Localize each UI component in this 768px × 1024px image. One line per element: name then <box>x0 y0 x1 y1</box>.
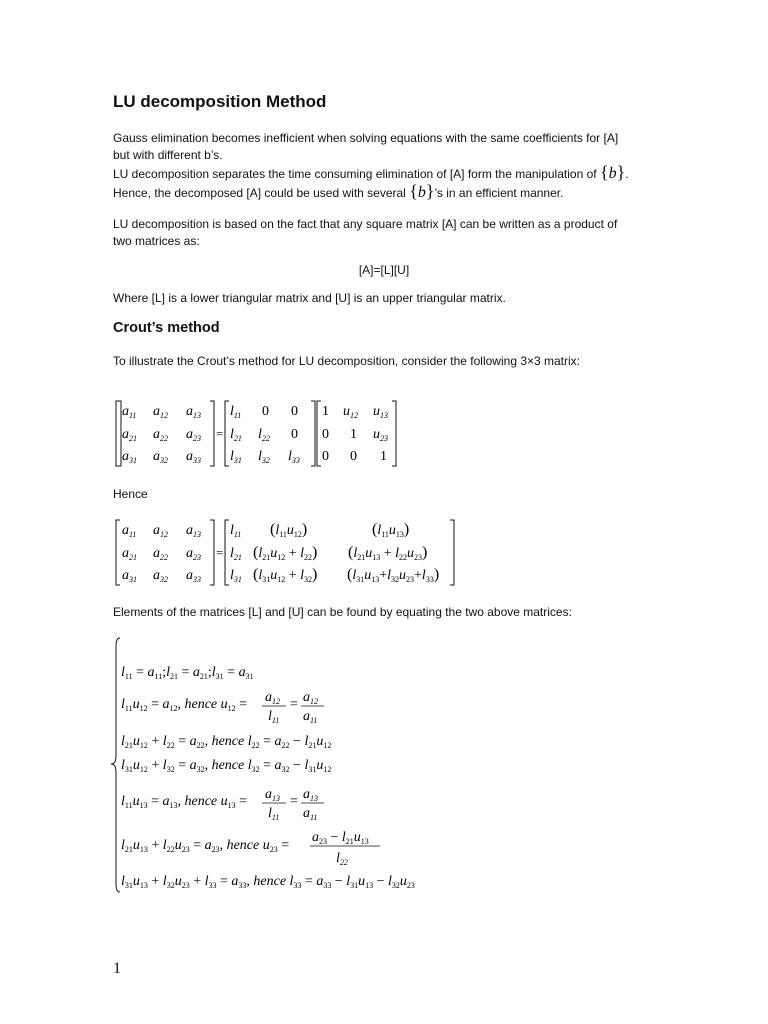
svg-text:l31u13 + l32u23 + l33 = a33, h: $l_{31}u_{13} + l_{32}u_{23} + l_{33} = a_{33}$, hence $l_{33} = a_{33} - l_{31}u_{13} - l_{32}u_{23}$ <box>121 874 415 890</box>
svg-text:a22: $a_{22}$ <box>153 546 168 562</box>
svg-text:1: 1 <box>350 427 357 442</box>
svg-text:l11 = a11;l21 = a21;l31 = a31: $l_{11}$ = $a_{11};l_{21}$ = $a_{21};l_{31} = a_{31}$ <box>121 665 254 681</box>
svg-text:a11: $a_{11}$ <box>303 806 318 822</box>
equation-system <box>108 632 508 900</box>
intro-paragraph-3 <box>113 216 658 250</box>
svg-text:a13: $a_{13}$ <box>303 787 318 803</box>
svg-text:l31: $l_{31}$ <box>230 568 242 584</box>
svg-text:l21u13 + l22u23 = a23, hence u: $l_{21}u_{13} + l_{22}u_{23} = a_{23}$, hence $u_{23}$ = <box>121 838 290 854</box>
svg-text:0: 0 <box>262 404 269 419</box>
svg-text:0: 0 <box>322 427 329 442</box>
svg-text:a12: $a_{12}$ <box>303 690 318 706</box>
svg-text:a21: $a_{21}$ <box>122 427 137 443</box>
intro-paragraph-4: Where [L] is a lower triangular matrix and [U] is an upper triangular matrix. <box>113 291 506 305</box>
intro-p1-line1: Gauss elimination becomes inefficient when solving equations with the same coefficients for [A] <box>113 131 619 145</box>
svg-text:(l31u12 + l32): $(l_{31}u_{12} + l_{32})$ <box>253 566 318 584</box>
svg-text:0: 0 <box>350 449 357 464</box>
svg-text:a33: $a_{33}$ <box>186 568 201 584</box>
svg-text:(l21u12 + l22): $(l_{21}u_{12} + l_{22})$ <box>253 544 318 562</box>
svg-text:a31: $a_{31}$ <box>122 568 137 584</box>
svg-text:(l21u13 + l22u23): $(l_{21}u_{13} + l_{22}u_{23})$ <box>348 544 428 562</box>
svg-text:u12: $u_{12}$ <box>343 404 358 420</box>
svg-text:l32: $l_{32}$ <box>258 449 270 465</box>
equation-a-lu: [A]=[L][U] <box>358 263 410 277</box>
svg-text:l11: $l_{11}$ <box>230 404 242 420</box>
svg-text:l21: $l_{21}$ <box>230 427 242 443</box>
svg-text:a23 − l21u13: $a_{23} - l_{21}u_{13}$ <box>312 830 369 846</box>
svg-text:1: 1 <box>322 404 329 419</box>
intro-p2-line2: Hence, the decomposed [A] could be used with several {b}’s in an efficient manner. <box>113 181 564 201</box>
intro-paragraph-1 <box>113 130 629 202</box>
svg-text:a11: $a_{11}$ <box>303 709 318 725</box>
svg-text:l33: $l_{33}$ <box>288 449 300 465</box>
intro-p3-line1: LU decomposition is based on the fact that any square matrix [A] can be written as a product of <box>113 217 618 231</box>
svg-text:a11: $a_{11}$ <box>122 523 137 539</box>
intro-p1-line2: but with different b’s. <box>113 148 223 162</box>
svg-text:a11: $a_{11}$ <box>122 404 137 420</box>
svg-text:a32: $a_{32}$ <box>153 568 168 584</box>
crout-paragraph-2: Elements of the matrices [L] and [U] can be found by equating the two above matrices: <box>113 605 572 619</box>
svg-text:a23: $a_{23}$ <box>186 546 201 562</box>
svg-text:=: = <box>290 697 298 712</box>
intro-p3-line2: two matrices as: <box>113 234 200 248</box>
svg-text:a13: $a_{13}$ <box>186 523 201 539</box>
svg-text:l31: $l_{31}$ <box>230 449 242 465</box>
svg-text:a12: $a_{12}$ <box>153 523 168 539</box>
svg-text:(l31u13+l32u23+l33): $(l_{31}u_{13}+l_{32}u_{23}+l_{33})$ <box>347 566 440 584</box>
svg-text:=: = <box>216 426 224 441</box>
svg-text:a22: $a_{22}$ <box>153 427 168 443</box>
svg-text:1: 1 <box>380 449 387 464</box>
svg-text:l21u12 + l22 = a22, hence l22: $l_{21}u_{12} + l_{22} = a_{22}$, hence $l_{22} = a_{22} - l_{21}u_{12}$ <box>121 734 332 750</box>
svg-text:0: 0 <box>322 449 329 464</box>
svg-text:l11u12 = a12, hence u12 =: $l_{11}u_{12} = a_{12}$, hence $u_{12}$ = <box>121 697 248 713</box>
svg-text:l21: $l_{21}$ <box>230 546 242 562</box>
matrix-equation-a-expanded <box>110 515 470 591</box>
svg-text:a12: $a_{12}$ <box>265 690 280 706</box>
svg-text:a13: $a_{13}$ <box>265 787 280 803</box>
svg-text:l11: $l_{11}$ <box>268 806 280 822</box>
b-symbol: b <box>608 165 617 182</box>
svg-text:l22: $l_{22}$ <box>336 851 348 867</box>
svg-text:u23: $u_{23}$ <box>373 427 388 443</box>
svg-text:=: = <box>290 794 298 809</box>
b-symbol: b <box>417 184 426 201</box>
svg-text:l11: $l_{11}$ <box>230 523 242 539</box>
svg-text:0: 0 <box>291 404 298 419</box>
svg-text:l22: $l_{22}$ <box>258 427 270 443</box>
svg-text:l11: $l_{11}$ <box>268 709 280 725</box>
crout-paragraph-1: To illustrate the Crout’s method for LU decomposition, consider the following 3×3 matrix: <box>113 354 581 368</box>
svg-text:(l11u13): $(l_{11}u_{13})$ <box>372 521 410 539</box>
svg-text:l11u13 = a13, hence u13 =: $l_{11}u_{13} = a_{13}$, hence $u_{13}$ = <box>121 794 248 810</box>
svg-text:a33: $a_{33}$ <box>186 449 201 465</box>
svg-text:a21: $a_{21}$ <box>122 546 137 562</box>
page-number: 1 <box>113 960 121 977</box>
svg-text:a13: $a_{13}$ <box>186 404 201 420</box>
svg-text:=: = <box>216 545 224 560</box>
svg-text:a12: $a_{12}$ <box>153 404 168 420</box>
svg-text:0: 0 <box>291 427 298 442</box>
svg-text:a32: $a_{32}$ <box>153 449 168 465</box>
section-heading-crout: Crout’s method <box>113 320 220 336</box>
intro-p2-line1: LU decomposition separates the time consuming elimination of [A] form the manipulation of {b}. <box>113 162 629 182</box>
page-title: LU decomposition Method <box>113 92 327 111</box>
svg-text:l31u12 + l32 = a32, hence l32: $l_{31}u_{12} + l_{32} = a_{32}$, hence $l_{32} = a_{32} - l_{31}u_{12}$ <box>121 758 332 774</box>
svg-text:a23: $a_{23}$ <box>186 427 201 443</box>
svg-text:a31: $a_{31}$ <box>122 449 137 465</box>
hence-label: Hence <box>113 487 148 501</box>
svg-text:(l11u12): $(l_{11}u_{12})$ <box>270 521 308 539</box>
svg-text:u13: $u_{13}$ <box>373 404 388 420</box>
matrix-equation-a-equals-lu <box>110 396 410 472</box>
